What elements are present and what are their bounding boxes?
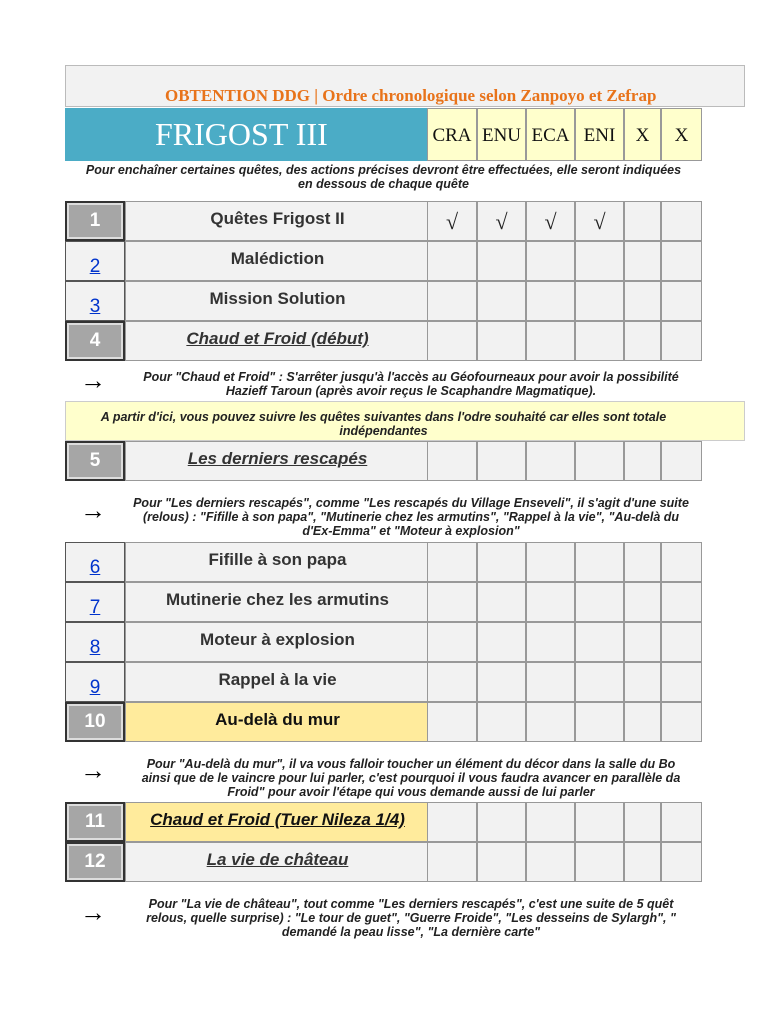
row-number: 11 <box>65 802 125 842</box>
check-cra <box>427 321 477 361</box>
check-enu <box>477 582 526 622</box>
check-enu <box>477 802 526 842</box>
table-row <box>65 281 702 321</box>
check-eni <box>575 582 624 622</box>
check-x2 <box>661 542 702 582</box>
check-eca <box>526 662 575 702</box>
check-x1 <box>624 542 661 582</box>
check-enu <box>477 622 526 662</box>
table-row <box>65 321 702 361</box>
arrow-right-icon: → <box>80 495 106 525</box>
check-x1 <box>624 201 661 241</box>
check-x2 <box>661 281 702 321</box>
check-eca <box>526 802 575 842</box>
check-cra: √ <box>427 201 477 241</box>
check-eni <box>575 842 624 882</box>
check-eni <box>575 542 624 582</box>
check-cra <box>427 702 477 742</box>
check-cra <box>427 441 477 481</box>
arrow-right-icon: → <box>80 755 106 785</box>
check-eca <box>526 321 575 361</box>
check-x1 <box>624 662 661 702</box>
quest-name: Fifille à son papa <box>125 542 430 582</box>
check-eni <box>575 241 624 281</box>
check-x2 <box>661 802 702 842</box>
check-eca <box>526 441 575 481</box>
check-x1 <box>624 321 661 361</box>
check-eca <box>526 842 575 882</box>
col-header-eni: ENI <box>575 108 624 161</box>
banner-note: A partir d'ici, vous pouvez suivre les quêtes suivantes dans l'odre souhaité car elles sont totale indépendantes <box>100 410 667 438</box>
check-cra <box>427 542 477 582</box>
check-x2 <box>661 582 702 622</box>
check-enu <box>477 702 526 742</box>
check-enu <box>477 842 526 882</box>
quest-name: Rappel à la vie <box>125 662 430 702</box>
check-x1 <box>624 842 661 882</box>
check-x1 <box>624 622 661 662</box>
check-x2 <box>661 622 702 662</box>
table-row <box>65 441 702 481</box>
check-cra <box>427 842 477 882</box>
check-cra <box>427 622 477 662</box>
check-eni <box>575 622 624 662</box>
check-eni <box>575 662 624 702</box>
quest-name: Moteur à explosion <box>125 622 430 662</box>
check-x2 <box>661 441 702 481</box>
table-row <box>65 802 702 842</box>
check-x1 <box>624 802 661 842</box>
quest-name-link[interactable]: Chaud et Froid (début) <box>125 321 430 361</box>
check-eca <box>526 542 575 582</box>
table-row <box>65 842 702 882</box>
check-eca <box>526 622 575 662</box>
check-x2 <box>661 201 702 241</box>
check-eca: √ <box>526 201 575 241</box>
quest-note: Pour "Au-delà du mur", il va vous falloir toucher un élément du décor dans la salle du Bo ainsi que de le vaincre pour lui parler, c'est pourquoi il vous faudra avancer en parallèle da Froid" pour avoir l'étape qui vous demande aussi de lui parler <box>141 757 681 799</box>
check-x2 <box>661 241 702 281</box>
check-x2 <box>661 702 702 742</box>
row-number-link[interactable]: 3 <box>65 281 125 321</box>
table-row <box>65 662 702 702</box>
quest-name-link[interactable]: Chaud et Froid (Tuer Nileza 1/4) <box>125 802 430 842</box>
arrow-right-icon: → <box>80 897 106 927</box>
table-row <box>65 241 702 281</box>
table-row <box>65 622 702 662</box>
check-x1 <box>624 582 661 622</box>
table-row <box>65 702 702 742</box>
col-header-x1: X <box>624 108 661 161</box>
row-number-link[interactable]: 2 <box>65 241 125 281</box>
check-eni <box>575 321 624 361</box>
check-eca <box>526 702 575 742</box>
quest-name: Malédiction <box>125 241 430 281</box>
check-x2 <box>661 662 702 702</box>
check-enu <box>477 321 526 361</box>
quest-name: Quêtes Frigost II <box>125 201 430 241</box>
section-title: FRIGOST III <box>65 108 427 161</box>
check-eni: √ <box>575 201 624 241</box>
check-cra <box>427 241 477 281</box>
col-header-cra: CRA <box>427 108 477 161</box>
row-number: 1 <box>65 201 125 241</box>
check-x1 <box>624 441 661 481</box>
row-number-link[interactable]: 6 <box>65 542 125 582</box>
check-eni <box>575 702 624 742</box>
table-row <box>65 542 702 582</box>
check-x1 <box>624 702 661 742</box>
check-enu <box>477 542 526 582</box>
row-number: 12 <box>65 842 125 882</box>
check-eni <box>575 802 624 842</box>
check-cra <box>427 582 477 622</box>
quest-name-link[interactable]: La vie de château <box>125 842 430 882</box>
col-header-eca: ECA <box>526 108 575 161</box>
arrow-right-icon: → <box>80 365 106 395</box>
row-number: 4 <box>65 321 125 361</box>
check-x1 <box>624 281 661 321</box>
row-number: 10 <box>65 702 125 742</box>
check-enu <box>477 662 526 702</box>
check-x2 <box>661 321 702 361</box>
table-row <box>65 582 702 622</box>
quest-name-link[interactable]: Les derniers rescapés <box>125 441 430 481</box>
quest-name: Mutinerie chez les armutins <box>125 582 430 622</box>
check-enu <box>477 281 526 321</box>
check-eca <box>526 582 575 622</box>
row-number-link[interactable]: 7 <box>65 582 125 622</box>
quest-note: Pour "Chaud et Froid" : S'arrêter jusqu'à l'accès au Géofourneaux pour avoir la possibilité Hazieff Taroun (après avoir reçus le Scaphandre Magmatique). <box>143 370 679 398</box>
col-header-x2: X <box>661 108 702 161</box>
row-number: 5 <box>65 441 125 481</box>
row-number-link[interactable]: 8 <box>65 622 125 662</box>
quest-name: Mission Solution <box>125 281 430 321</box>
check-x2 <box>661 842 702 882</box>
check-cra <box>427 802 477 842</box>
check-eca <box>526 281 575 321</box>
col-header-enu: ENU <box>477 108 526 161</box>
check-eni <box>575 441 624 481</box>
check-x1 <box>624 241 661 281</box>
check-enu: √ <box>477 201 526 241</box>
quest-note: Pour "La vie de château", tout comme "Les derniers rescapés", c'est une suite de 5 quêt relous, quelle surprise) : "Le tour de guet", "Guerre Froide", "Les desseins de Sylargh", " demandé la peau lisse", "La dernière carte" <box>146 897 676 939</box>
page-title: OBTENTION DDG | Ordre chronologique selon Zanpoyo et Zefrap <box>165 86 657 105</box>
check-enu <box>477 241 526 281</box>
check-eca <box>526 241 575 281</box>
check-cra <box>427 281 477 321</box>
check-cra <box>427 662 477 702</box>
table-row <box>65 201 702 241</box>
check-enu <box>477 441 526 481</box>
quest-name: Au-delà du mur <box>125 702 430 742</box>
intro-note: Pour enchaîner certaines quêtes, des actions précises devront être effectuées, elle seront indiquées en dessous de chaque quête <box>85 163 682 191</box>
quest-note: Pour "Les derniers rescapés", comme "Les rescapés du Village Enseveli", il s'agit d'une suite (relous) : "Fifille à son papa", "Mutinerie chez les armutins", "Rappel à la vie", "Au-delà du d'Ex-Emma" et "Moteur à explosion" <box>133 496 689 538</box>
check-eni <box>575 281 624 321</box>
row-number-link[interactable]: 9 <box>65 662 125 702</box>
